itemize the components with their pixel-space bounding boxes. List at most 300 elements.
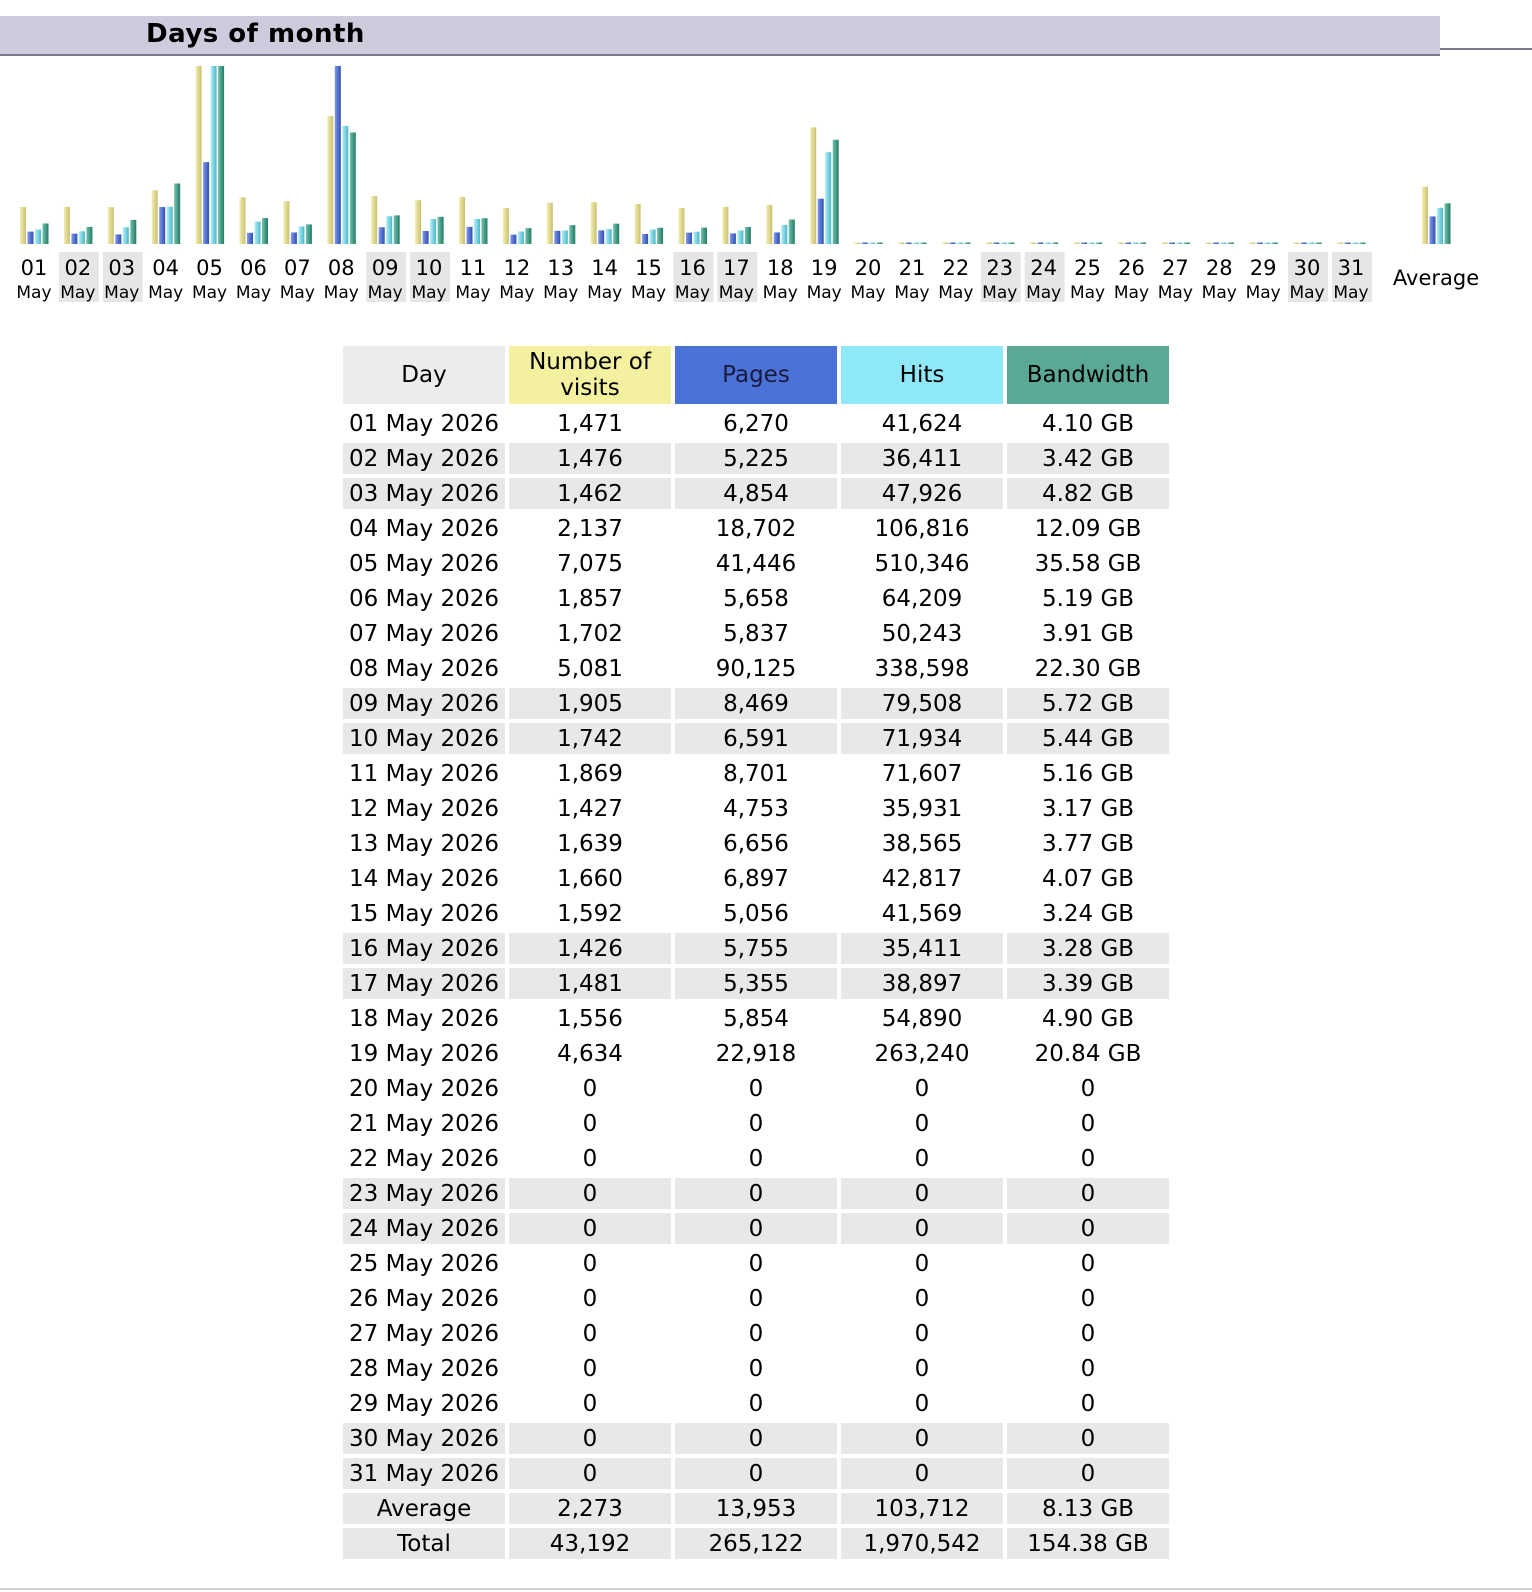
cell-day: 25 May 2026: [349, 1250, 499, 1277]
cell-pages: 18,702: [715, 515, 797, 542]
total-visits: 43,192: [509, 1528, 671, 1559]
bar-pages-19: [818, 199, 824, 244]
total-bandwidth: 154.38 GB: [1007, 1528, 1169, 1559]
cell-hits: 263,240: [874, 1040, 970, 1067]
table-row: [343, 933, 1169, 964]
x-tick-day: 31: [1337, 256, 1365, 280]
average-row: [343, 1493, 1169, 1524]
cell-pages: 0: [748, 1145, 764, 1172]
table-row: [343, 1353, 1169, 1384]
cell-visits: 1,857: [557, 585, 623, 612]
table-row: [343, 1108, 1169, 1139]
x-tick-month: May: [499, 283, 535, 303]
cell-pages: 5,755: [675, 933, 837, 964]
bar-pages-02: [71, 234, 77, 244]
cell-day: 19 May 2026: [349, 1040, 499, 1067]
bar-hits-18: [781, 225, 787, 244]
cell-bandwidth: 0: [1080, 1250, 1096, 1277]
table-row: [343, 583, 1169, 614]
cell-bandwidth: 0: [1080, 1355, 1096, 1382]
cell-bandwidth: 5.72 GB: [1007, 688, 1169, 719]
bar-hits-06: [255, 222, 261, 244]
bar-pages-29: [1257, 243, 1263, 245]
cell-bandwidth: 3.91 GB: [1041, 620, 1135, 647]
cell-hits: 47,926: [841, 478, 1003, 509]
table-row: [343, 478, 1169, 509]
cell-hits: 54,890: [881, 1005, 963, 1032]
cell-visits: 7,075: [557, 550, 623, 577]
x-tick-day: 23: [986, 256, 1014, 280]
bar-pages-17: [730, 233, 736, 244]
cell-visits: 0: [582, 1075, 598, 1102]
x-tick-month: May: [806, 283, 842, 303]
x-tick-month: May: [938, 283, 974, 303]
cell-bandwidth: 0: [1080, 1390, 1096, 1417]
cell-day: 30 May 2026: [343, 1423, 505, 1454]
header-hits: Hits: [841, 346, 1003, 404]
bar-hits-23: [1001, 243, 1007, 245]
cell-hits: 0: [914, 1075, 930, 1102]
cell-bandwidth: 5.16 GB: [1041, 760, 1135, 787]
x-tick-day: 29: [1249, 256, 1277, 280]
table-row: [343, 1283, 1169, 1314]
cell-pages: 0: [748, 1355, 764, 1382]
cell-pages: 8,701: [723, 760, 789, 787]
cell-pages: 4,854: [675, 478, 837, 509]
cell-day: 05 May 2026: [349, 550, 499, 577]
title-underline: [1440, 48, 1532, 50]
cell-hits: 41,569: [881, 900, 963, 927]
cell-day: 21 May 2026: [349, 1110, 499, 1137]
bar-bandwidth-28: [1228, 243, 1234, 245]
bar-bandwidth-average: [1445, 203, 1451, 244]
cell-pages: 4,753: [723, 795, 789, 822]
cell-day: 23 May 2026: [343, 1178, 505, 1209]
bar-pages-16: [686, 233, 692, 244]
bar-hits-09: [386, 216, 392, 244]
table-row: [343, 1213, 1169, 1244]
table-row: [343, 1143, 1169, 1174]
cell-hits: 38,565: [881, 830, 963, 857]
x-tick-day: 06: [240, 256, 267, 280]
total-label: Total: [343, 1528, 505, 1559]
cell-hits: 0: [841, 1178, 1003, 1209]
x-tick-month: May: [543, 283, 579, 303]
cell-day: 06 May 2026: [349, 585, 499, 612]
cell-day: 07 May 2026: [349, 620, 499, 647]
cell-pages: 5,056: [723, 900, 789, 927]
cell-hits: 0: [914, 1320, 930, 1347]
cell-hits: 0: [914, 1145, 930, 1172]
x-tick-month: May: [1026, 283, 1062, 303]
cell-day: 26 May 2026: [349, 1285, 499, 1312]
bar-bandwidth-15: [657, 228, 663, 244]
cell-visits: 1,476: [509, 443, 671, 474]
cell-visits: 4,634: [557, 1040, 623, 1067]
x-tick-month: May: [191, 283, 228, 303]
cell-pages: 0: [675, 1178, 837, 1209]
section-title: Days of month: [146, 19, 365, 49]
bar-hits-16: [694, 232, 700, 244]
cell-day: 15 May 2026: [349, 900, 499, 927]
cell-pages: 0: [748, 1320, 764, 1347]
cell-hits: 35,931: [881, 795, 963, 822]
cell-bandwidth: 0: [1007, 1458, 1169, 1489]
cell-day: 31 May 2026: [343, 1458, 505, 1489]
x-tick-day: 12: [503, 256, 531, 280]
bar-visits-08: [327, 116, 333, 244]
x-tick-month: May: [104, 283, 140, 303]
bar-hits-average: [1437, 208, 1443, 244]
bar-hits-27: [1176, 243, 1182, 245]
table-row: [343, 793, 1169, 824]
bar-bandwidth-25: [1096, 243, 1102, 245]
bar-bandwidth-09: [394, 215, 400, 244]
header-visits: Number of visits: [509, 346, 671, 404]
bar-bandwidth-31: [1360, 243, 1366, 245]
cell-bandwidth: 4.07 GB: [1041, 865, 1135, 892]
cell-bandwidth: 5.19 GB: [1041, 585, 1135, 612]
cell-day: 10 May 2026: [343, 723, 505, 754]
cell-bandwidth: 0: [1007, 1423, 1169, 1454]
bar-pages-27: [1169, 243, 1175, 245]
bar-pages-25: [1081, 243, 1087, 245]
cell-bandwidth: 4.82 GB: [1007, 478, 1169, 509]
x-tick-month: May: [982, 283, 1018, 303]
bar-bandwidth-12: [525, 228, 531, 244]
bar-pages-08: [335, 66, 341, 244]
table-row: [343, 723, 1169, 754]
cell-hits: 0: [914, 1110, 930, 1137]
cell-hits: 36,411: [841, 443, 1003, 474]
bar-bandwidth-30: [1316, 243, 1322, 245]
cell-hits: 338,598: [874, 655, 970, 682]
table-row: [343, 443, 1169, 474]
x-tick-month: May: [16, 283, 52, 303]
bar-pages-03: [115, 234, 121, 244]
table-row: [343, 1003, 1169, 1034]
total-hits: 1,970,542: [841, 1528, 1003, 1559]
table-body: [343, 408, 1169, 1559]
bar-hits-25: [1089, 243, 1095, 245]
x-tick-month: May: [850, 283, 886, 303]
cell-bandwidth: 0: [1080, 1320, 1096, 1347]
bar-visits-22: [942, 243, 948, 245]
cell-pages: 6,656: [723, 830, 789, 857]
bottom-divider: [0, 1588, 1532, 1590]
cell-visits: 0: [582, 1320, 598, 1347]
bar-pages-10: [423, 231, 429, 244]
bar-bandwidth-14: [613, 224, 619, 244]
cell-hits: 50,243: [881, 620, 963, 647]
bar-visits-21: [898, 243, 904, 245]
x-tick-month: May: [674, 283, 711, 303]
section-title-bar: [0, 16, 1440, 56]
cell-day: 02 May 2026: [343, 443, 505, 474]
cell-hits: 35,411: [841, 933, 1003, 964]
table-header-row: [343, 346, 1169, 404]
bar-bandwidth-10: [438, 217, 444, 244]
bar-pages-06: [247, 233, 253, 244]
bar-hits-17: [737, 230, 743, 244]
bar-hits-29: [1264, 243, 1270, 245]
table-row: [343, 1178, 1169, 1209]
x-tick-month: May: [762, 283, 798, 303]
x-tick-day: 05: [196, 256, 223, 280]
cell-day: 08 May 2026: [349, 655, 499, 682]
bar-visits-25: [1074, 243, 1080, 245]
bar-hits-05: [211, 66, 217, 244]
cell-visits: 1,471: [557, 410, 623, 437]
x-tick-month: May: [367, 283, 403, 303]
bar-bandwidth-05: [218, 66, 224, 244]
bar-visits-24: [1030, 243, 1036, 245]
cell-hits: 38,897: [841, 968, 1003, 999]
cell-hits: 41,624: [881, 410, 963, 437]
cell-pages: 0: [675, 1213, 837, 1244]
x-tick-day: 14: [591, 256, 619, 280]
cell-bandwidth: 0: [1080, 1110, 1096, 1137]
bar-visits-30: [1293, 243, 1299, 245]
header-bandwidth: Bandwidth: [1007, 346, 1169, 404]
bar-pages-21: [906, 243, 912, 245]
bar-pages-24: [1037, 243, 1043, 245]
cell-hits: 42,817: [881, 865, 963, 892]
cell-bandwidth: 3.42 GB: [1007, 443, 1169, 474]
bar-visits-23: [986, 243, 992, 245]
cell-day: 20 May 2026: [349, 1075, 499, 1102]
table-row: [343, 1038, 1169, 1069]
bar-visits-03: [108, 207, 114, 244]
bar-bandwidth-04: [174, 184, 180, 244]
average-pages: 13,953: [675, 1493, 837, 1524]
cell-hits: 64,209: [881, 585, 963, 612]
x-tick-month: May: [411, 283, 447, 303]
bar-bandwidth-11: [482, 218, 488, 244]
bar-hits-13: [562, 231, 568, 244]
bar-visits-04: [152, 190, 158, 244]
x-tick-day: 02: [64, 256, 92, 280]
bar-visits-18: [766, 205, 772, 244]
cell-pages: 5,355: [675, 968, 837, 999]
table-row: [343, 548, 1169, 579]
x-tick-day: 09: [371, 256, 399, 280]
table-row: [343, 863, 1169, 894]
table-row: [343, 688, 1169, 719]
x-tick-day: 17: [722, 256, 750, 280]
x-tick-day: 18: [766, 256, 794, 280]
cell-bandwidth: 3.39 GB: [1007, 968, 1169, 999]
table-row: [343, 653, 1169, 684]
table-row: [343, 408, 1169, 439]
x-tick-month: May: [894, 283, 930, 303]
cell-hits: 106,816: [874, 515, 970, 542]
x-tick-day: 28: [1205, 256, 1233, 280]
cell-day: 01 May 2026: [349, 410, 499, 437]
bar-pages-26: [1125, 243, 1131, 245]
x-tick-day: 15: [635, 256, 662, 280]
bar-bandwidth-24: [1052, 243, 1058, 245]
cell-bandwidth: 12.09 GB: [1034, 515, 1142, 542]
cell-hits: 0: [914, 1355, 930, 1382]
x-tick-month: May: [279, 283, 315, 303]
cell-day: 18 May 2026: [349, 1005, 499, 1032]
bar-pages-01: [28, 232, 34, 244]
cell-visits: 1,660: [557, 865, 623, 892]
x-tick-month: May: [148, 283, 184, 303]
bar-visits-29: [1249, 243, 1255, 245]
bar-pages-20: [862, 243, 868, 245]
bar-hits-15: [650, 230, 656, 244]
cell-pages: 0: [748, 1390, 764, 1417]
x-tick-day: 11: [459, 256, 487, 280]
table-row: [343, 758, 1169, 789]
bar-bandwidth-08: [350, 132, 356, 244]
cell-visits: 0: [509, 1458, 671, 1489]
cell-visits: 1,427: [557, 795, 623, 822]
bar-bandwidth-26: [1140, 243, 1146, 245]
header-day: Day: [343, 346, 505, 404]
bar-hits-03: [123, 227, 129, 244]
x-tick-day: 25: [1074, 256, 1101, 280]
cell-day: 27 May 2026: [349, 1320, 499, 1347]
x-tick-month: May: [1069, 283, 1106, 303]
bar-hits-28: [1220, 243, 1226, 245]
table-row: [343, 1073, 1169, 1104]
x-tick-month: May: [455, 283, 491, 303]
average-visits: 2,273: [509, 1493, 671, 1524]
bar-pages-05: [203, 162, 209, 244]
cell-visits: 1,639: [557, 830, 623, 857]
cell-hits: 0: [914, 1285, 930, 1312]
table-row: [343, 513, 1169, 544]
cell-pages: 0: [675, 1423, 837, 1454]
bar-visits-13: [547, 203, 553, 244]
bar-hits-21: [913, 243, 919, 245]
average-label: Average: [343, 1493, 505, 1524]
x-tick-day: 30: [1293, 256, 1321, 280]
bar-pages-15: [642, 234, 648, 244]
days-of-month-table: [339, 342, 1173, 1563]
cell-day: 09 May 2026: [343, 688, 505, 719]
cell-day: 16 May 2026: [343, 933, 505, 964]
cell-visits: 0: [509, 1213, 671, 1244]
bar-hits-14: [606, 229, 612, 244]
cell-visits: 0: [582, 1285, 598, 1312]
cell-bandwidth: 3.24 GB: [1041, 900, 1135, 927]
bar-visits-06: [240, 197, 246, 244]
cell-visits: 0: [582, 1390, 598, 1417]
bar-pages-09: [379, 227, 385, 244]
bar-pages-23: [993, 243, 999, 245]
x-tick-month: May: [1333, 283, 1369, 303]
bar-bandwidth-07: [306, 224, 312, 244]
cell-day: 13 May 2026: [349, 830, 499, 857]
cell-visits: 1,702: [557, 620, 623, 647]
bar-pages-28: [1213, 243, 1219, 245]
bar-hits-10: [430, 219, 436, 244]
bar-bandwidth-16: [701, 228, 707, 244]
cell-visits: 1,481: [509, 968, 671, 999]
cell-hits: 71,607: [881, 760, 963, 787]
bar-bandwidth-01: [43, 223, 49, 244]
cell-day: 11 May 2026: [349, 760, 499, 787]
bar-hits-01: [35, 229, 41, 244]
cell-pages: 8,469: [675, 688, 837, 719]
x-tick-month: May: [1245, 283, 1281, 303]
bar-hits-07: [298, 226, 304, 244]
cell-bandwidth: 3.17 GB: [1041, 795, 1135, 822]
bar-pages-22: [949, 243, 955, 245]
cell-pages: 0: [748, 1250, 764, 1277]
x-tick-average: Average: [1392, 266, 1480, 290]
cell-hits: 0: [914, 1250, 930, 1277]
cell-visits: 5,081: [557, 655, 623, 682]
cell-hits: 79,508: [841, 688, 1003, 719]
bar-bandwidth-13: [569, 225, 575, 244]
bar-bandwidth-20: [877, 243, 883, 245]
cell-day: 29 May 2026: [349, 1390, 499, 1417]
x-tick-month: May: [1201, 283, 1237, 303]
table-row: [343, 1248, 1169, 1279]
x-tick-day: 10: [415, 256, 443, 280]
x-tick-day: 08: [327, 256, 355, 280]
x-tick-day: 07: [283, 256, 311, 280]
days-of-month-chart: [0, 56, 1532, 316]
cell-visits: 1,869: [557, 760, 623, 787]
x-tick-day: 27: [1161, 256, 1189, 280]
bar-bandwidth-18: [789, 219, 795, 244]
x-tick-month: May: [1113, 283, 1150, 303]
bar-pages-11: [467, 227, 473, 244]
cell-bandwidth: 20.84 GB: [1034, 1040, 1142, 1067]
cell-bandwidth: 0: [1080, 1075, 1096, 1102]
cell-hits: 0: [841, 1213, 1003, 1244]
cell-pages: 6,591: [675, 723, 837, 754]
table-row: [343, 1318, 1169, 1349]
cell-bandwidth: 5.44 GB: [1007, 723, 1169, 754]
bar-visits-11: [459, 197, 465, 244]
bar-hits-12: [518, 231, 524, 244]
x-tick-month: May: [718, 283, 754, 303]
total-pages: 265,122: [675, 1528, 837, 1559]
cell-day: 14 May 2026: [349, 865, 499, 892]
cell-bandwidth: 0: [1007, 1178, 1169, 1209]
bar-visits-10: [415, 200, 421, 244]
bar-hits-31: [1352, 243, 1358, 245]
x-tick-month: May: [587, 283, 623, 303]
x-tick-day: 19: [810, 256, 838, 280]
bar-visits-27: [1161, 243, 1167, 245]
bar-visits-17: [722, 207, 728, 244]
bar-visits-19: [810, 127, 816, 244]
bar-visits-average: [1422, 187, 1428, 244]
bar-hits-22: [957, 243, 963, 245]
bar-visits-05: [196, 66, 202, 244]
bar-visits-20: [854, 243, 860, 245]
cell-visits: 1,905: [509, 688, 671, 719]
cell-visits: 0: [509, 1423, 671, 1454]
table-row: [343, 898, 1169, 929]
bar-pages-average: [1430, 216, 1436, 244]
bar-pages-04: [159, 207, 165, 244]
bar-visits-01: [20, 207, 26, 244]
cell-day: 17 May 2026: [343, 968, 505, 999]
cell-bandwidth: 4.10 GB: [1041, 410, 1135, 437]
bar-bandwidth-23: [1008, 243, 1014, 245]
x-tick-month: May: [1157, 283, 1193, 303]
cell-pages: 5,225: [675, 443, 837, 474]
